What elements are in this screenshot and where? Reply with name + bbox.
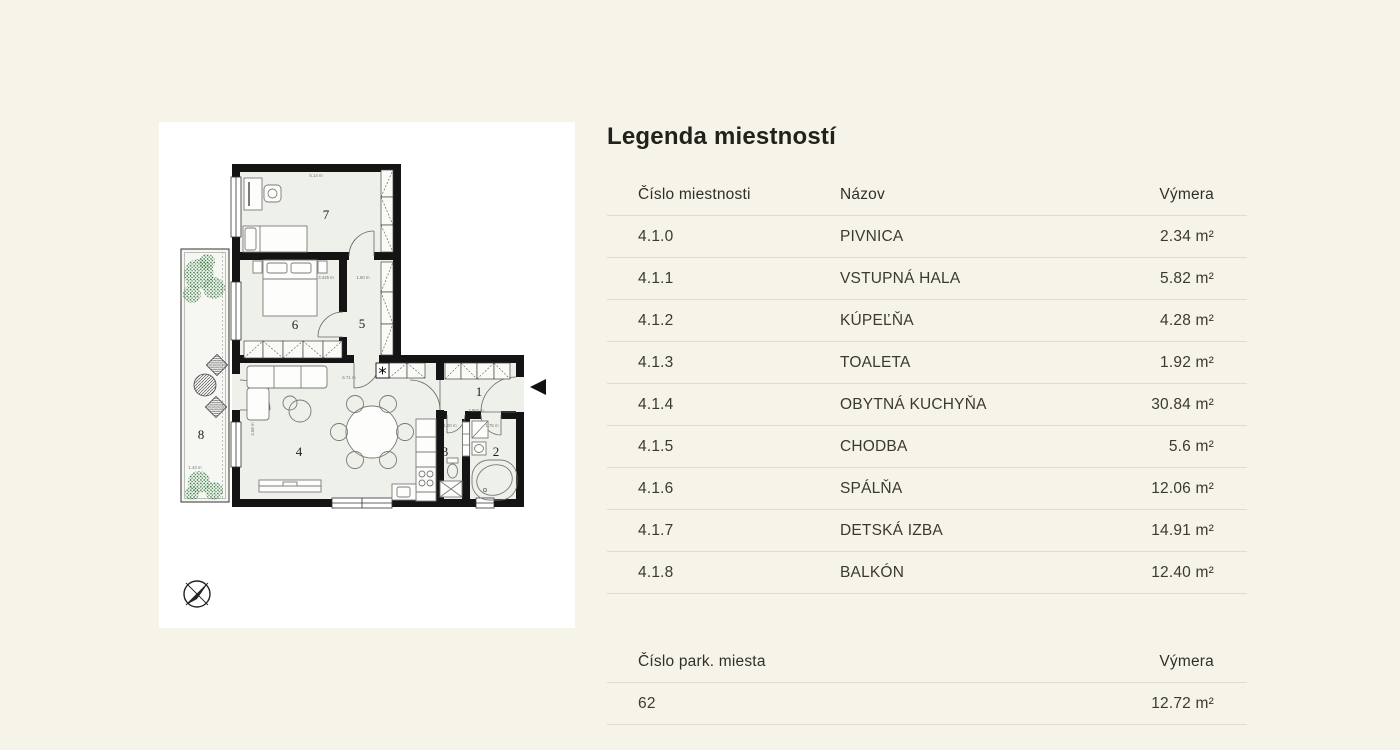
rooms-table: [607, 186, 1247, 594]
dim-label: 2.860 m: [468, 408, 484, 413]
header-parking-area: Výmera: [1159, 653, 1214, 670]
dim-label: 1.43 m: [188, 465, 202, 470]
parking-row-area: 12.72 m²: [1151, 694, 1214, 712]
parking-table-body: [607, 683, 1247, 725]
room-row: [607, 258, 1247, 300]
page-title: Legenda miestností: [607, 123, 836, 150]
room-row-number: 4.1.5: [638, 437, 674, 455]
header-room-area: Výmera: [1159, 186, 1214, 203]
room-row-name: CHODBA: [840, 437, 908, 455]
header-room-name: Názov: [840, 186, 885, 203]
room-row: [607, 426, 1247, 468]
room-row-number: 4.1.2: [638, 311, 674, 329]
entrance-arrow-icon: [530, 379, 546, 395]
room-row-number: 4.1.7: [638, 521, 674, 539]
room-row-name: VSTUPNÁ HALA: [840, 269, 961, 287]
room-label-8: 8: [197, 427, 205, 442]
header-parking-number: Číslo park. miesta: [638, 653, 766, 670]
room-row-area: 1.92 m²: [1160, 353, 1214, 371]
room-row-name: DETSKÁ IZBA: [840, 521, 943, 539]
dim-label: 4.08 m: [250, 422, 255, 436]
dim-label: 3.425 m: [318, 275, 334, 280]
floorplan-drawing: [159, 122, 575, 628]
room-row-number: 4.1.1: [638, 269, 674, 287]
dim-label: 1.00 m: [443, 423, 457, 428]
rooms-table-header: [607, 186, 1247, 216]
legend-section: [607, 122, 1247, 725]
dim-label: 6.71 m: [342, 375, 356, 380]
header-room-number: Číslo miestnosti: [638, 186, 751, 203]
floorplan-panel: [159, 122, 575, 628]
room-row: [607, 216, 1247, 258]
room-row-name: PIVNICA: [840, 227, 904, 245]
dim-label: 1.75 m: [485, 423, 499, 428]
room-row-number: 4.1.6: [638, 479, 674, 497]
rooms-table-body: [607, 216, 1247, 594]
room-row-area: 12.40 m²: [1151, 563, 1214, 581]
room-row-number: 4.1.4: [638, 395, 674, 413]
room-row-area: 2.34 m²: [1160, 227, 1214, 245]
shaft-asterisk-icon: [376, 363, 389, 378]
room-row: [607, 300, 1247, 342]
room-row-name: KÚPEĽŇA: [840, 311, 914, 329]
room-label-2: 2: [492, 444, 500, 459]
room-label-7: 7: [322, 207, 330, 222]
room-label-4: 4: [295, 444, 303, 459]
room-row-area: 5.6 m²: [1168, 437, 1214, 455]
dim-label: 5.14 m: [309, 173, 323, 178]
room-row-area: 14.91 m²: [1151, 521, 1214, 539]
room-row: [607, 552, 1247, 594]
parking-row: [607, 683, 1247, 725]
room-row-number: 4.1.8: [638, 563, 674, 581]
room-label-3: 3: [441, 444, 449, 459]
room-label-6: 6: [291, 317, 299, 332]
parking-table-header: [607, 653, 1247, 683]
room-row-area: 4.28 m²: [1160, 311, 1214, 329]
parking-row-number: 62: [638, 694, 656, 712]
room-row-number: 4.1.3: [638, 353, 674, 371]
room-row-area: 30.84 m²: [1151, 395, 1214, 413]
room-row: [607, 342, 1247, 384]
room-row: [607, 384, 1247, 426]
room-row: [607, 468, 1247, 510]
compass-icon: [184, 581, 210, 607]
room-row-name: TOALETA: [840, 353, 911, 371]
parking-table: [607, 653, 1247, 725]
room-row-name: BALKÓN: [840, 563, 905, 581]
room-row-number: 4.1.0: [638, 227, 674, 245]
room-label-5: 5: [358, 316, 366, 331]
room-row: [607, 510, 1247, 552]
room-row-name: OBYTNÁ KUCHYŇA: [840, 395, 987, 413]
room-row-name: SPÁLŇA: [840, 479, 903, 497]
room-label-1: 1: [475, 384, 483, 399]
balcony-table: [194, 374, 216, 396]
room-row-area: 12.06 m²: [1151, 479, 1214, 497]
dim-label: 1.60 m: [356, 275, 370, 280]
room-row-area: 5.82 m²: [1160, 269, 1214, 287]
